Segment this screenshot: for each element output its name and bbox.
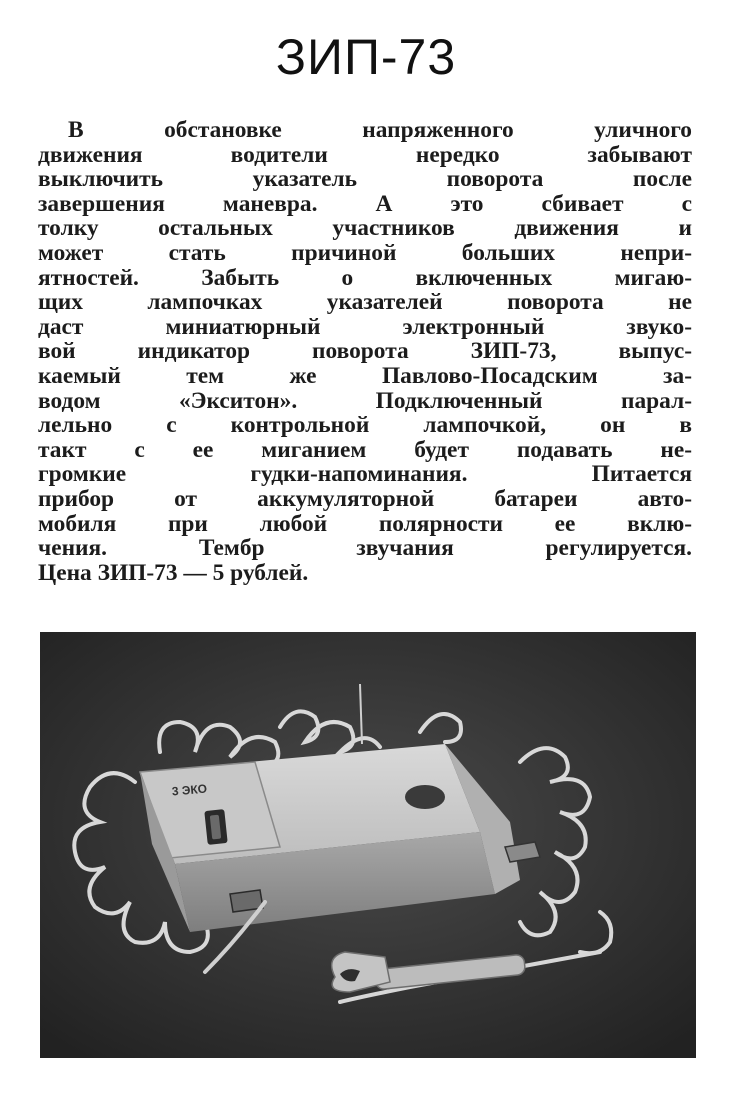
body-line: В обстановке напряженного уличного bbox=[68, 117, 692, 143]
body-line: такт с ее миганием будет подавать не- bbox=[38, 436, 692, 463]
body-line: может стать причиной больших непри- bbox=[38, 239, 692, 266]
body-line: даст миниатюрный электронный звуко- bbox=[38, 313, 692, 340]
body-line: чения. Тембр звучания регулируется. bbox=[38, 535, 692, 562]
body-line: выключить указатель поворота после bbox=[38, 166, 692, 193]
body-line: толку остальных участников движения и bbox=[38, 215, 692, 242]
device-photo-illustration bbox=[40, 632, 696, 1058]
article-body bbox=[38, 118, 692, 585]
body-line: водом «Экситон». Подключенный парал- bbox=[38, 387, 692, 414]
body-line: лельно с контрольной лампочкой, он в bbox=[38, 412, 692, 439]
device-label: 3 ЭКО bbox=[171, 781, 208, 799]
device-photo bbox=[40, 632, 696, 1058]
body-line: прибор от аккумуляторной батареи авто- bbox=[38, 485, 692, 512]
body-line: завершения маневра. А это сбивает с bbox=[38, 190, 692, 217]
body-line: ятностей. Забыть о включенных мигаю- bbox=[38, 264, 692, 291]
body-line: мобиля при любой полярности ее вклю- bbox=[38, 510, 692, 537]
body-line: каемый тем же Павлово-Посадским за- bbox=[38, 362, 692, 389]
body-line: вой индикатор поворота ЗИП-73, выпус- bbox=[38, 338, 692, 365]
body-line: щих лампочках указателей поворота не bbox=[38, 289, 692, 316]
body-line: Цена ЗИП-73 — 5 рублей. bbox=[38, 559, 309, 586]
speaker-hole bbox=[405, 785, 445, 809]
article-title: ЗИП-73 bbox=[275, 29, 457, 85]
body-line: громкие гудки-напоминания. Питается bbox=[38, 461, 692, 488]
body-line: движения водители нередко забывают bbox=[38, 141, 692, 168]
